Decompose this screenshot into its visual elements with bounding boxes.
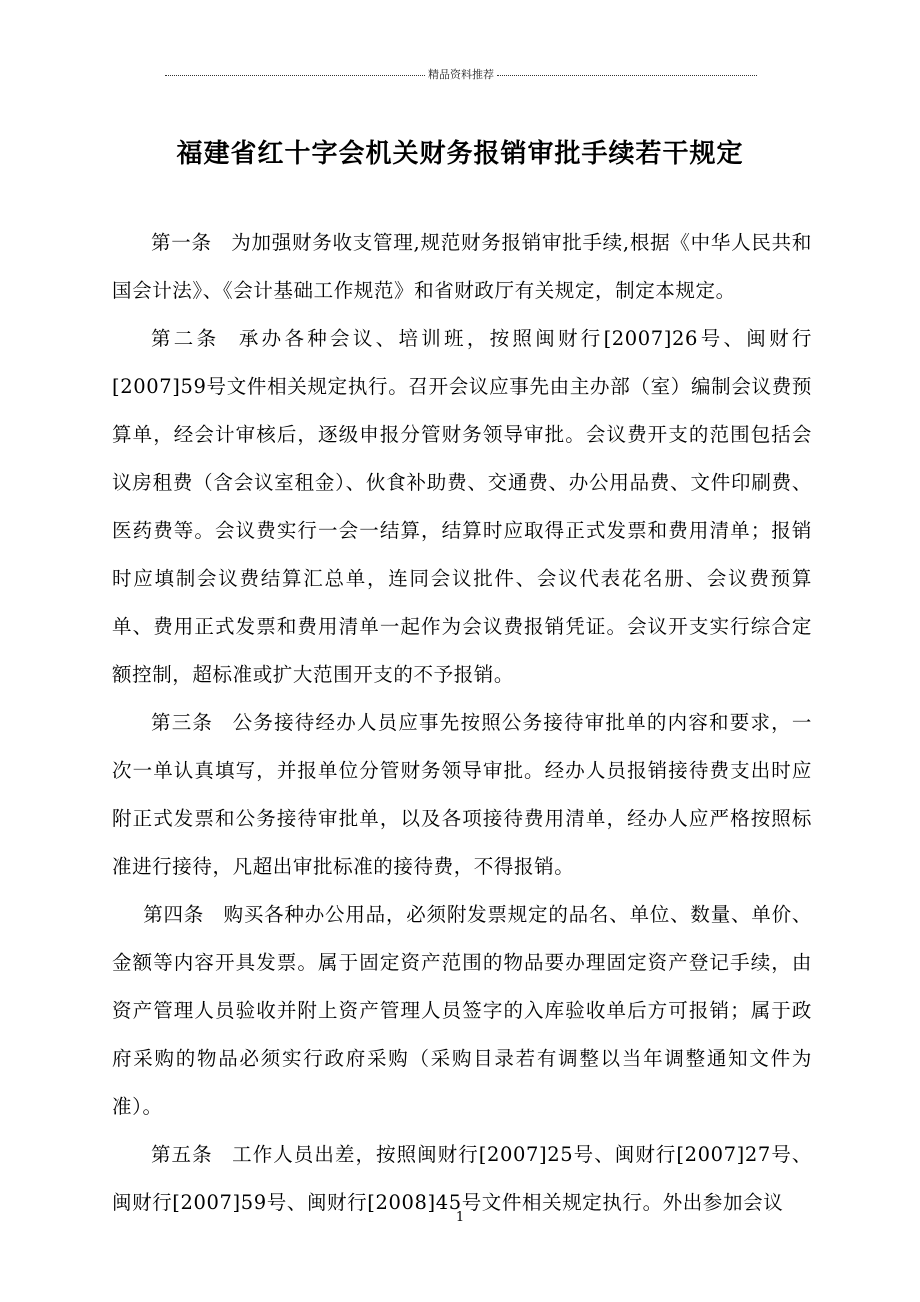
document-title: 福建省红十字会机关财务报销审批手续若干规定 (176, 139, 744, 169)
article-3 (112, 699, 812, 891)
article-4-label: 第四条 (143, 903, 205, 926)
header-text: 精品资料推荐 (428, 68, 494, 81)
article-3-text: 公务接待经办人员应事先按照公务接待审批单的内容和要求，一次一单认真填写，并报单位分管财务领导审批。经办人员报销接待费支出时应附正式发票和公务接待审批单，以及各项接待费用清单，经办人应严格按照标准进行接待，凡超出审批标准的接待费，不得报销。 (112, 711, 812, 878)
article-4 (112, 891, 812, 1131)
article-4-text: 购买各种办公用品，必须附发票规定的品名、单位、数量、单价、金额等内容开具发票。属于固定资产范围的物品要办理固定资产登记手续，由资产管理人员验收并附上资产管理人员签字的入库验收单后方可报销；属于政府采购的物品必须实行政府采购（采购目录若有调整以当年调整通知文件为准）。 (112, 903, 812, 1118)
header-dots-right (497, 75, 757, 76)
article-1-text: 为加强财务收支管理,规范财务报销审批手续,根据《中华人民共和国会计法》、《会计基础工作规范》和省财政厅有关规定，制定本规定。 (112, 231, 812, 302)
article-1 (112, 219, 812, 315)
article-3-label: 第三条 (151, 711, 214, 734)
article-5-label: 第五条 (151, 1143, 213, 1166)
article-2-label: 第二条 (151, 327, 220, 350)
document-body (112, 219, 812, 1227)
page-number: 1 (455, 1210, 465, 1225)
article-2-text: 承办各种会议、培训班，按照闽财行[2007]26号、闽财行[2007]59号文件相关规定执行。召开会议应事先由主办部（室）编制会议费预算单，经会计审核后，逐级申报分管财务领导审批。会议费开支的范围包括会议房租费（含会议室租金）、伙食补助费、交通费、办公用品费、文件印刷费、医药费等。会议费实行一会一结算，结算时应取得正式发票和费用清单；报销时应填制会议费结算汇总单，连同会议批件、会议代表花名册、会议费预算单、费用正式发票和费用清单一起作为会议费报销凭证。会议开支实行综合定额控制，超标准或扩大范围开支的不予报销。 (112, 327, 812, 686)
article-2 (112, 315, 812, 699)
header-dots-left (165, 75, 425, 76)
article-5-text: 工作人员出差，按照闽财行[2007]25号、闽财行[2007]27号、闽财行[2007]59号、闽财行[2008]45号文件相关规定执行。外出参加会议 (112, 1143, 812, 1214)
article-1-label: 第一条 (151, 231, 212, 254)
page-header (165, 64, 757, 84)
